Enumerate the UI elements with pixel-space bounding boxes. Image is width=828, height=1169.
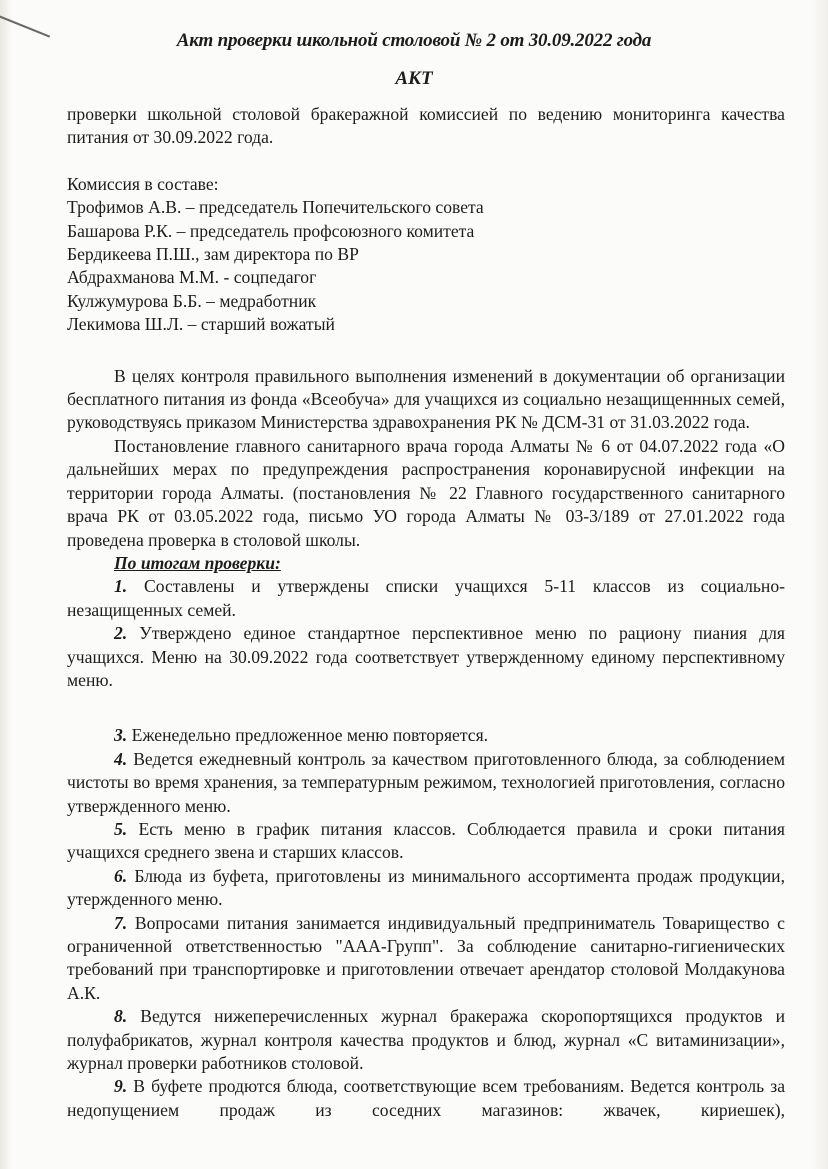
commission-member: Кулжумурова Б.Б. – медработник <box>67 290 317 311</box>
result-item: 3. Еженедельно предложенное меню повторяется. <box>114 725 489 746</box>
results-heading-line <box>67 552 785 575</box>
results-heading: По итогам проверки: <box>114 552 281 573</box>
commission-section <box>67 173 785 337</box>
intro-paragraph: проверки школьной столовой бракеражной комиссией по ведению мониторинга качества питания от 30.09.2022 года. <box>67 104 785 148</box>
result-item: 5. Есть меню в график питания классов. Соблюдается правила и сроки питания учащихся среднего звена и старших классов. <box>67 818 786 863</box>
document-title: Акт проверки школьной столовой № 2 от 30.09.2022 года <box>176 30 652 51</box>
result-item: 8. Ведутся нижеперечисленных журнал бракеража скоропортящихся продуктов и полуфабрикатов, журнал контроля качества продуктов и блюд, журнал «С витаминизации», журнал проверки работников столовой. <box>67 1006 786 1074</box>
commission-member: Трофимов А.В. – председатель Попечительского совета <box>67 197 484 218</box>
commission-member: Абдрахманова М.М. - соцпедагог <box>67 267 317 288</box>
result-item: 7. Вопросами питания занимается индивидуальный предприниматель Товарищество с ограниченной ответственностью "ААА-Групп". За соблюдение санитарно-гигиенических требований при транспортировке и приготовлении отвечает арендатор столовой Молдакунова А.К. <box>67 912 785 1003</box>
result-item: 1. Составлены и утверждены списки учащихся 5-11 классов из социально-незащищенных семей. <box>67 576 785 620</box>
document-subtitle: АКТ <box>395 68 433 89</box>
result-item: 2. Утверждено единое стандартное перспективное меню по рациону пиания для учащихся. Меню на 30.09.2022 года соответствует утвержденному единому перспективному меню. <box>67 623 785 690</box>
result-item: 9. В буфете продются блюда, соответствующие всем требованиям. Ведется контроль за недопущением продаж из соседних магазинов: жвачек, кириешек), <box>67 1076 785 1120</box>
result-item: 4. Ведется ежедневный контроль за качеством приготовленного блюда, за соблюдением чистоты во время хранения, за температурным режимом, технологией приготовления, согласно утвержденного меню. <box>67 748 785 816</box>
commission-member: Бердикеева П.Ш., зам директора по ВР <box>67 244 359 265</box>
resolution-paragraph: Постановление главного санитарного врача города Алматы № 6 от 04.07.2022 года «О дальнейших мерах по предупреждения распространения коронавирусной инфекции на территории города Алматы. (постановления № 22 Главного государственного санитарного врача РК от 03.05.2022 года, письмо УО города Алматы № 03-3/189 от 27.01.2022 года проведена проверка в столовой школы. <box>67 435 785 550</box>
purpose-paragraph: В целях контроля правильного выполнения изменений в документации об организации бесплатного питания из фонда «Всеобуча» для учащихся из социально незащищеннных семей, руководствуясь приказом Министерства здравохранения РК № ДСМ-31 от 31.03.2022 года. <box>67 365 785 433</box>
commission-member: Башарова Р.К. – председатель профсоюзного комитета <box>67 220 475 241</box>
commission-member: Лекимова Ш.Л. – старший вожатый <box>67 314 335 335</box>
result-item: 6. Блюда из буфета, приготовлены из минимального ассортимента продаж продукции, утержденного меню. <box>67 865 785 910</box>
commission-heading: Комиссия в составе: <box>67 173 219 194</box>
document-body <box>67 103 785 1122</box>
